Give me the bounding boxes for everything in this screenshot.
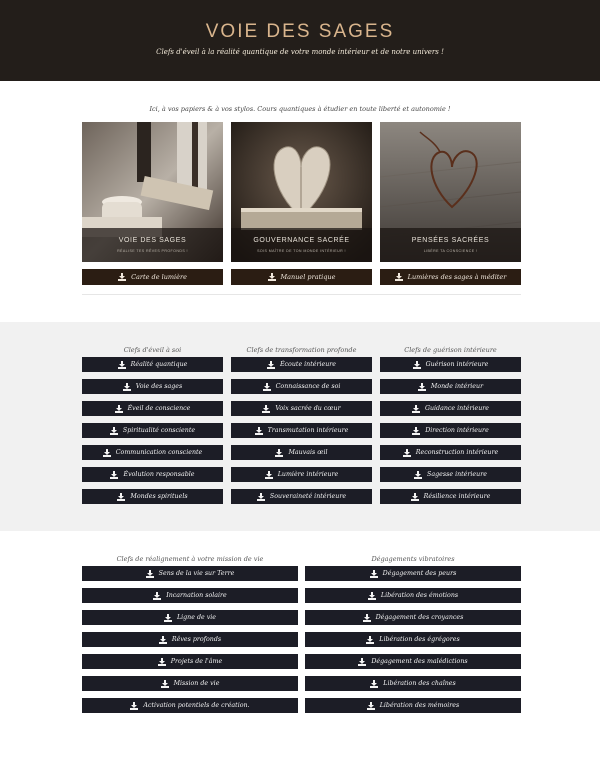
download-button[interactable] xyxy=(231,357,372,372)
download-icon xyxy=(395,273,403,281)
download-icon xyxy=(257,493,265,501)
download-icon xyxy=(263,383,271,391)
download-icon xyxy=(117,493,125,501)
button-label: Mauvais œil xyxy=(288,449,328,456)
button-label: Lumières des sages à méditer xyxy=(407,273,507,281)
download-icon xyxy=(255,427,263,435)
download-button[interactable] xyxy=(380,445,521,460)
button-label: Libération des égrégores xyxy=(379,636,460,643)
button-label: Dégagement des peurs xyxy=(382,570,457,577)
download-icon xyxy=(130,702,138,710)
download-button[interactable] xyxy=(380,423,521,438)
download-button[interactable] xyxy=(380,401,521,416)
button-label: Voie des sages xyxy=(135,383,183,390)
download-icon xyxy=(118,273,126,281)
download-icon xyxy=(159,636,167,644)
download-icon xyxy=(412,427,420,435)
download-manuel-pratique-button[interactable] xyxy=(231,269,372,285)
download-button[interactable] xyxy=(305,566,521,581)
download-icon xyxy=(411,493,419,501)
download-button[interactable] xyxy=(305,610,521,625)
button-list xyxy=(231,357,372,504)
button-label: Rêves profonds xyxy=(171,636,222,643)
download-icon xyxy=(110,471,118,479)
download-icon xyxy=(403,449,411,457)
download-button[interactable] xyxy=(82,654,298,669)
button-label: Manuel pratique xyxy=(280,273,336,281)
download-button[interactable] xyxy=(82,467,223,482)
button-label: Carte de lumière xyxy=(131,273,187,281)
download-icon xyxy=(267,361,275,369)
download-icon xyxy=(153,592,161,600)
download-button[interactable] xyxy=(82,401,223,416)
button-label: Guérison intérieure xyxy=(425,361,489,368)
download-button[interactable] xyxy=(305,676,521,691)
download-icon xyxy=(268,273,276,281)
button-label: Connaissance de soi xyxy=(275,383,341,390)
download-icon xyxy=(418,383,426,391)
button-label: Projets de l'âme xyxy=(170,658,223,665)
button-label: Libération des émotions xyxy=(380,592,459,599)
download-icon xyxy=(368,592,376,600)
button-label: Voix sacrée du cœur xyxy=(275,405,341,412)
button-label: Incarnation solaire xyxy=(166,592,227,599)
download-button[interactable] xyxy=(380,379,521,394)
download-button[interactable] xyxy=(82,489,223,504)
button-label: Éveil de conscience xyxy=(127,405,191,412)
button-label: Sens de la vie sur Terre xyxy=(158,570,235,577)
download-icon xyxy=(158,658,166,666)
button-label: Dégagement des malédictions xyxy=(371,658,468,665)
card-caption-title: PENSÉES SACRÉES xyxy=(411,237,490,244)
card-caption-title: GOUVERNANCE SACRÉE xyxy=(253,237,350,244)
download-button[interactable] xyxy=(82,588,298,603)
button-list xyxy=(380,357,521,504)
download-icon xyxy=(413,361,421,369)
column-eveil-a-soi xyxy=(82,343,223,504)
download-icon xyxy=(363,614,371,622)
card-caption-title: VOIE DES SAGES xyxy=(118,237,187,244)
button-label: Libération des chaînes xyxy=(383,680,456,687)
download-button[interactable] xyxy=(82,698,298,713)
download-button[interactable] xyxy=(82,632,298,647)
button-label: Monde intérieur xyxy=(430,383,484,390)
button-label: Mission de vie xyxy=(173,680,220,687)
download-icon xyxy=(118,361,126,369)
intro-text: Ici, à vos papiers & à vos stylos. Cours quantiques à étudier en toute liberté et autonomie ! xyxy=(149,105,451,113)
download-button[interactable] xyxy=(82,423,223,438)
download-button[interactable] xyxy=(82,379,223,394)
button-label: Écoute intérieure xyxy=(279,361,337,368)
download-icon xyxy=(358,658,366,666)
card-caption-subtitle: SOIS MAÎTRE DE TON MONDE INTÉRIEUR ! xyxy=(257,249,346,253)
button-label: Réalité quantique xyxy=(130,361,188,368)
column-guerison-interieure xyxy=(380,343,521,504)
download-icon xyxy=(412,405,420,413)
button-label: Guidance intérieure xyxy=(424,405,490,412)
site-header xyxy=(0,0,600,81)
column-title: Clefs d'éveil à soi xyxy=(123,346,182,354)
download-button[interactable] xyxy=(82,445,223,460)
download-button[interactable] xyxy=(82,357,223,372)
download-icon xyxy=(265,471,273,479)
download-icon xyxy=(370,570,378,578)
download-icon xyxy=(370,680,378,688)
download-button[interactable] xyxy=(231,423,372,438)
download-lumieres-des-sages-button[interactable] xyxy=(380,269,521,285)
download-button[interactable] xyxy=(305,588,521,603)
button-label: Résilience intérieure xyxy=(423,493,491,500)
section-divider xyxy=(82,294,521,295)
download-button[interactable] xyxy=(380,467,521,482)
column-title: Dégagements vibratoires xyxy=(371,555,455,563)
download-button[interactable] xyxy=(231,401,372,416)
download-button[interactable] xyxy=(305,654,521,669)
button-label: Spiritualité consciente xyxy=(122,427,196,434)
download-icon xyxy=(366,636,374,644)
card-caption xyxy=(82,228,223,262)
download-icon xyxy=(161,680,169,688)
column-title: Clefs de réalignement à votre mission de vie xyxy=(116,555,264,563)
button-label: Mondes spirituels xyxy=(130,493,188,500)
card-pensees-sacrees xyxy=(380,122,521,285)
download-button[interactable] xyxy=(82,610,298,625)
site-title: VOIE DES SAGES xyxy=(205,21,395,42)
download-button[interactable] xyxy=(380,357,521,372)
column-title: Clefs de transformation profonde xyxy=(246,346,357,354)
download-icon xyxy=(414,471,422,479)
download-button[interactable] xyxy=(305,698,521,713)
button-list xyxy=(305,566,521,713)
button-list xyxy=(82,357,223,504)
button-label: Activation potentiels de création. xyxy=(143,702,250,709)
download-icon xyxy=(115,405,123,413)
column-transformation-profonde xyxy=(231,343,372,504)
card-caption-subtitle: LIBÈRE TA CONSCIENCE ! xyxy=(423,249,478,253)
button-label: Dégagement des croyances xyxy=(375,614,464,621)
card-caption xyxy=(231,228,372,262)
download-button[interactable] xyxy=(231,489,372,504)
column-mission-de-vie xyxy=(82,552,298,713)
button-label: Ligne de vie xyxy=(176,614,217,621)
download-icon xyxy=(146,570,154,578)
button-label: Transmutation intérieure xyxy=(267,427,349,434)
download-button[interactable] xyxy=(82,676,298,691)
button-label: Direction intérieure xyxy=(425,427,489,434)
card-caption xyxy=(380,228,521,262)
card-gouvernance-sacree xyxy=(231,122,372,285)
download-button[interactable] xyxy=(231,379,372,394)
download-icon xyxy=(103,449,111,457)
download-icon xyxy=(164,614,172,622)
column-degagements-vibratoires xyxy=(305,552,521,713)
button-label: Lumière intérieure xyxy=(277,471,339,478)
download-icon xyxy=(123,383,131,391)
button-label: Souveraineté intérieure xyxy=(269,493,347,500)
download-icon xyxy=(110,427,118,435)
featured-cards xyxy=(82,122,521,285)
site-subtitle: Clefs d'éveil à la réalité quantique de votre monde intérieur et de notre univers ! xyxy=(156,48,444,56)
download-icon xyxy=(275,449,283,457)
card-caption-subtitle: RÉALISE TES RÊVES PROFONDS ! xyxy=(117,249,188,253)
download-icon xyxy=(367,702,375,710)
button-label: Sagesse intérieure xyxy=(427,471,487,478)
column-title: Clefs de guérison intérieure xyxy=(404,346,497,354)
download-carte-de-lumiere-button[interactable] xyxy=(82,269,223,285)
button-list xyxy=(82,566,298,713)
download-button[interactable] xyxy=(231,445,372,460)
button-label: Évolution responsable xyxy=(123,471,195,478)
download-button[interactable] xyxy=(380,489,521,504)
button-label: Communication consciente xyxy=(115,449,203,456)
download-icon xyxy=(262,405,270,413)
download-button[interactable] xyxy=(231,467,372,482)
button-label: Reconstruction intérieure xyxy=(415,449,499,456)
card-voie-des-sages xyxy=(82,122,223,285)
button-label: Libération des mémoires xyxy=(379,702,460,709)
download-button[interactable] xyxy=(305,632,521,647)
download-button[interactable] xyxy=(82,566,298,581)
